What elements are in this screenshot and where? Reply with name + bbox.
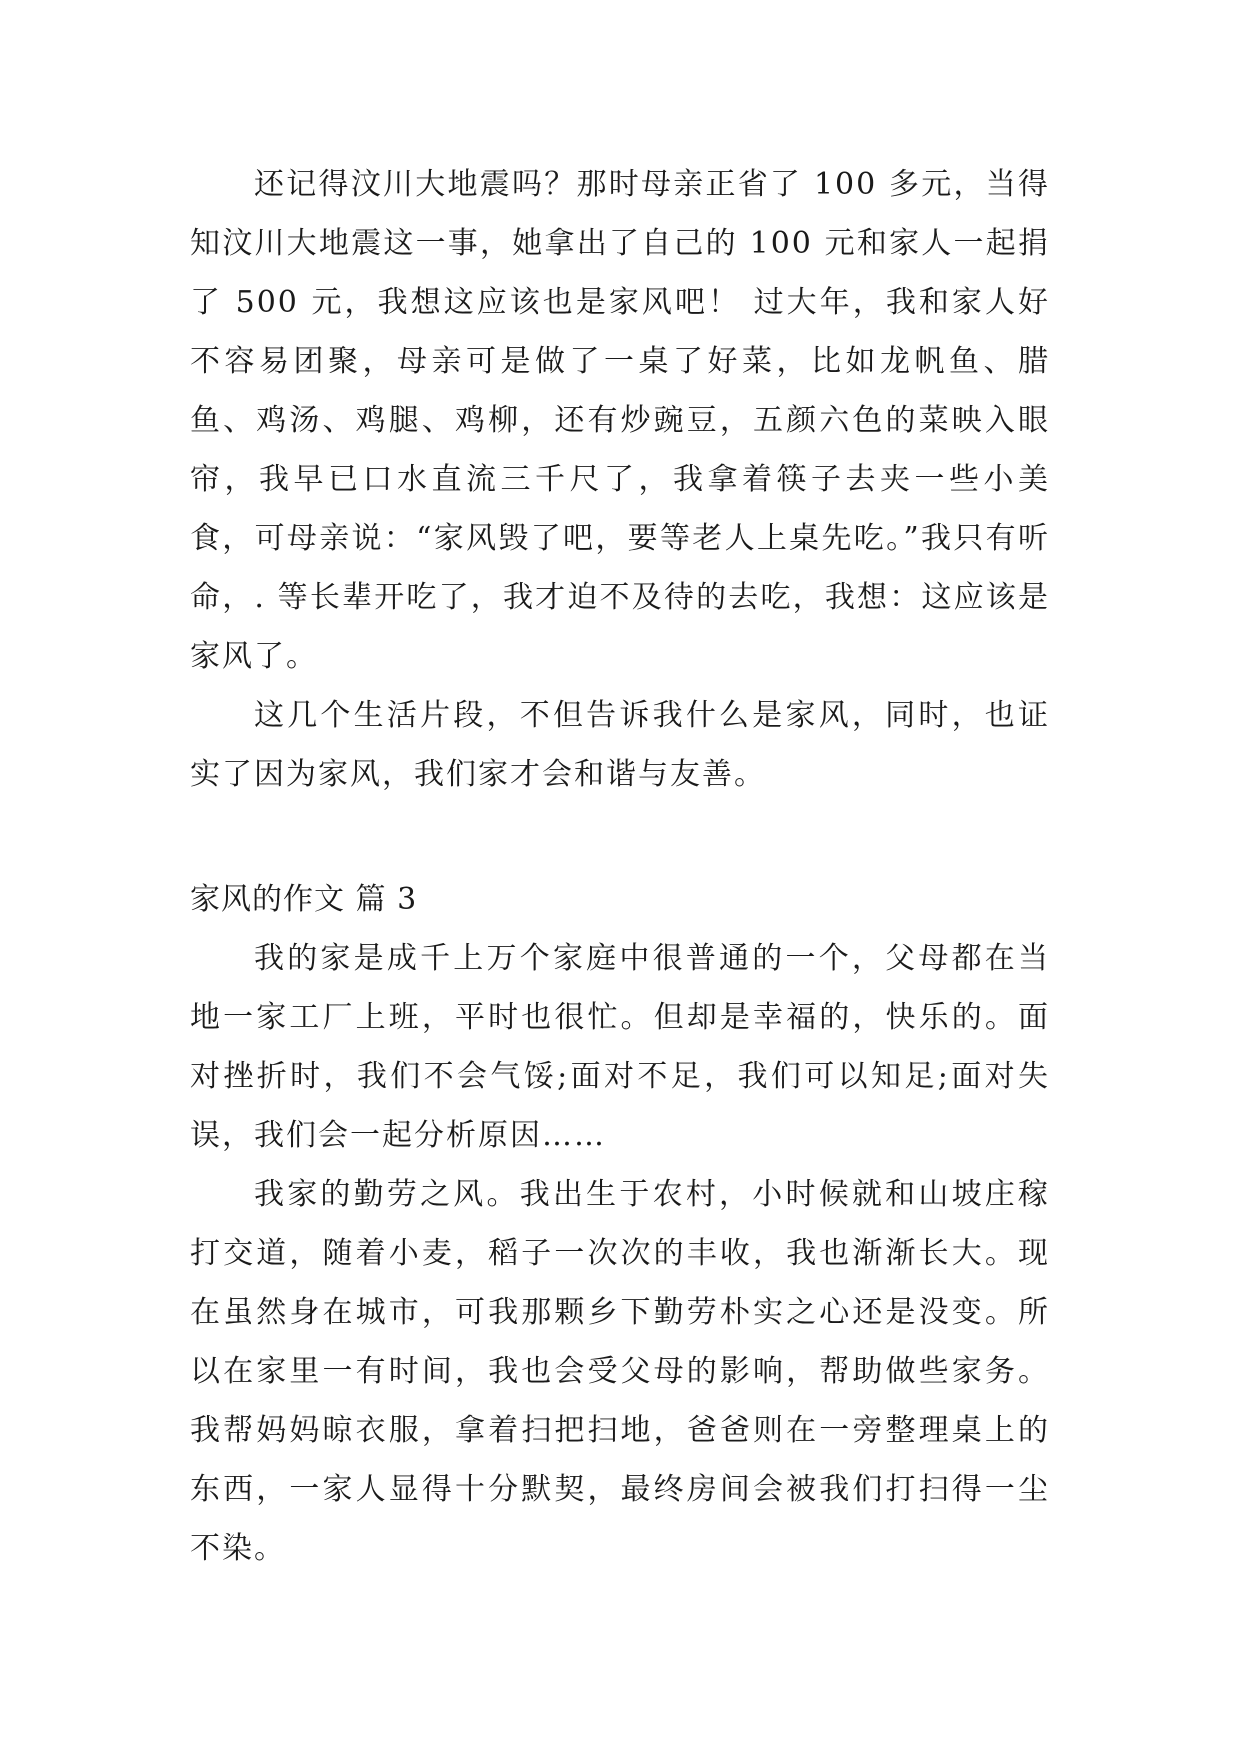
paragraph-summary: 这几个生活片段，不但告诉我什么是家风，同时，也证实了因为家风，我们家才会和谐与友善。 <box>190 698 1050 792</box>
paragraph-earthquake-donation: 还记得汶川大地震吗？那时母亲正省了 100 多元，当得知汶川大地震这一事，她拿出了自己的 100 元和家人一起捐了 500 元，我想这应该也是家风吧！ 过大年，我和家人好不容易团聚，母亲可是做了一桌了好菜，比如龙帆鱼、腊鱼、鸡汤、鸡腿、鸡柳，还有炒豌豆，五颜六色的菜映入眼帘，我早已口水直流三千尺了，我拿着筷子去夹一些小美食，可母亲说：“家风毁了吧，要等老人上桌先吃。”我只有听命，. 等长辈开吃了，我才迫不及待的去吃，我想：这应该是家风了。 <box>190 167 1050 674</box>
document-body <box>190 155 1050 1578</box>
paragraph-family-intro: 我的家是成千上万个家庭中很普通的一个，父母都在当地一家工厂上班，平时也很忙。但却是幸福的，快乐的。面对挫折时，我们不会气馁;面对不足，我们可以知足;面对失误，我们会一起分析原因…… <box>190 941 1050 1153</box>
paragraph-diligence: 我家的勤劳之风。我出生于农村，小时候就和山坡庄稼打交道，随着小麦，稻子一次次的丰收，我也渐渐长大。现在虽然身在城市，可我那颗乡下勤劳朴实之心还是没变。所以在家里一有时间，我也会受父母的影响，帮助做些家务。我帮妈妈晾衣服，拿着扫把扫地，爸爸则在一旁整理桌上的东西，一家人显得十分默契，最终房间会被我们打扫得一尘不染。 <box>190 1177 1050 1566</box>
section-heading: 家风的作文 篇 3 <box>190 882 418 917</box>
